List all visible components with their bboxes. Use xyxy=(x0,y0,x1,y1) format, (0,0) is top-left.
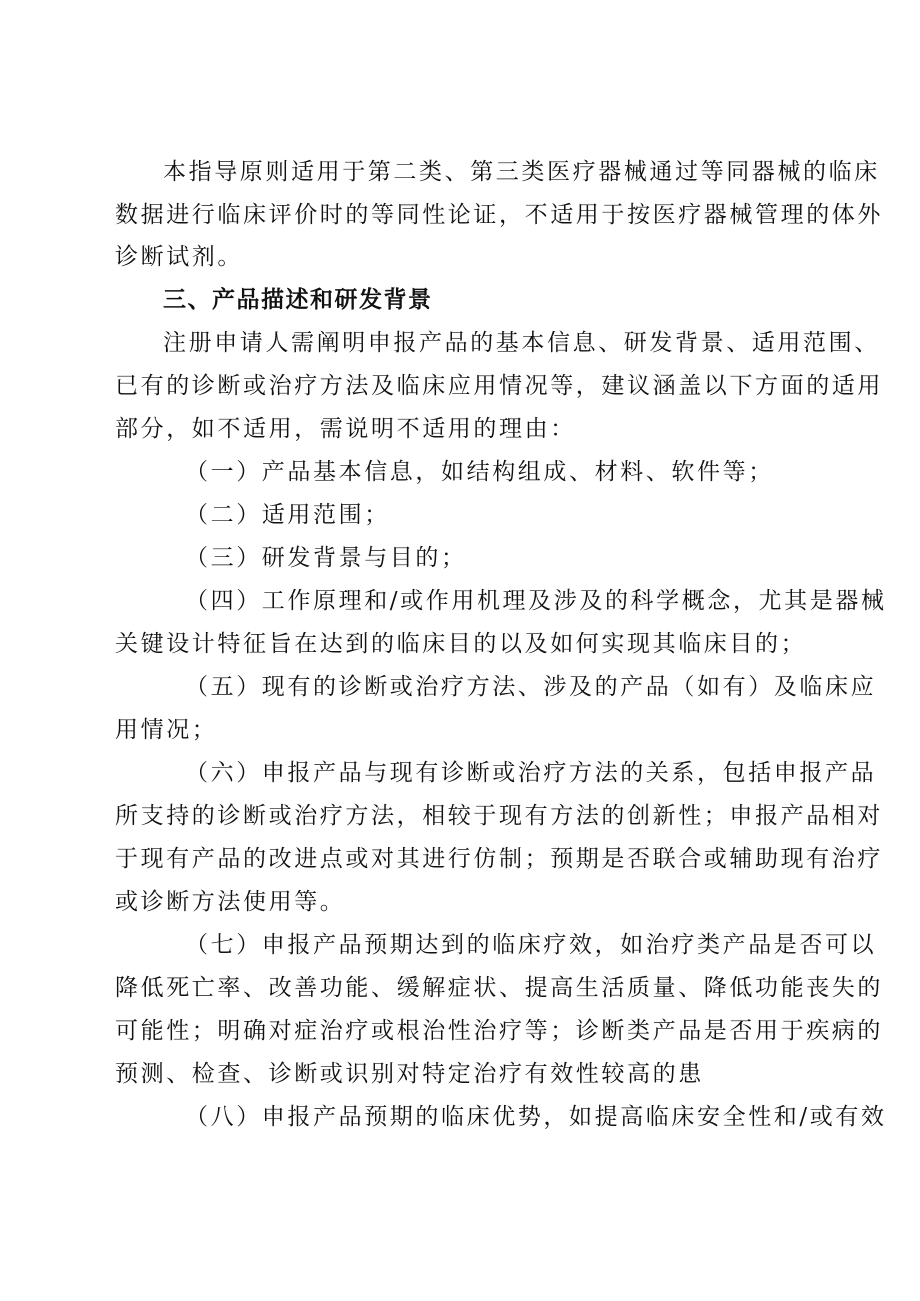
list-item-3: （三）研发背景与目的； xyxy=(185,545,467,571)
list-item-1: （一）产品基本信息，如结构组成、材料、软件等； xyxy=(185,459,774,485)
paragraph-scope-line-3: 诊断试剂。 xyxy=(115,244,243,270)
list-item-7-line-3: 可能性；明确对症治疗或根治性治疗等；诊断类产品是否用于疾病的 xyxy=(115,1018,883,1044)
paragraph-intro-line-1: 注册申请人需阐明申报产品的基本信息、研发背景、适用范围、 xyxy=(163,330,880,356)
paragraph-scope-line-1: 本指导原则适用于第二类、第三类医疗器械通过等同器械的临床 xyxy=(163,159,880,185)
list-item-2: （二）适用范围； xyxy=(185,502,390,528)
list-item-7-line-2: 降低死亡率、改善功能、缓解症状、提高生活质量、降低功能丧失的 xyxy=(115,975,883,1001)
paragraph-intro-line-2: 已有的诊断或治疗方法及临床应用情况等，建议涵盖以下方面的适用 xyxy=(115,373,883,399)
paragraph-scope-line-2: 数据进行临床评价时的等同性论证，不适用于按医疗器械管理的体外 xyxy=(115,202,883,228)
paragraph-intro-line-3: 部分，如不适用，需说明不适用的理由： xyxy=(115,416,576,442)
list-item-8-line-1: （八）申报产品预期的临床优势，如提高临床安全性和/或有效 xyxy=(185,1104,887,1130)
list-item-5-line-2: 用情况； xyxy=(115,717,218,743)
section-heading: 三、产品描述和研发背景 xyxy=(163,287,433,313)
list-item-6-line-2: 所支持的诊断或治疗方法，相较于现有方法的创新性；申报产品相对 xyxy=(115,803,883,829)
list-item-7-line-1: （七）申报产品预期达到的临床疗效，如治疗类产品是否可以 xyxy=(185,932,877,958)
list-item-6-line-1: （六）申报产品与现有诊断或治疗方法的关系，包括申报产品 xyxy=(185,760,877,786)
list-item-5-line-1: （五）现有的诊断或治疗方法、涉及的产品（如有）及临床应 xyxy=(185,674,877,700)
list-item-6-line-4: 或诊断方法使用等。 xyxy=(115,889,346,915)
list-item-6-line-3: 于现有产品的改进点或对其进行仿制；预期是否联合或辅助现有治疗 xyxy=(115,846,883,872)
list-item-4-line-2: 关键设计特征旨在达到的临床目的以及如何实现其临床目的； xyxy=(115,631,807,657)
list-item-7-line-4: 预测、检查、诊断或识别对特定治疗有效性较高的患 xyxy=(115,1061,704,1087)
list-item-4-line-1: （四）工作原理和/或作用机理及涉及的科学概念，尤其是器械 xyxy=(185,588,887,614)
